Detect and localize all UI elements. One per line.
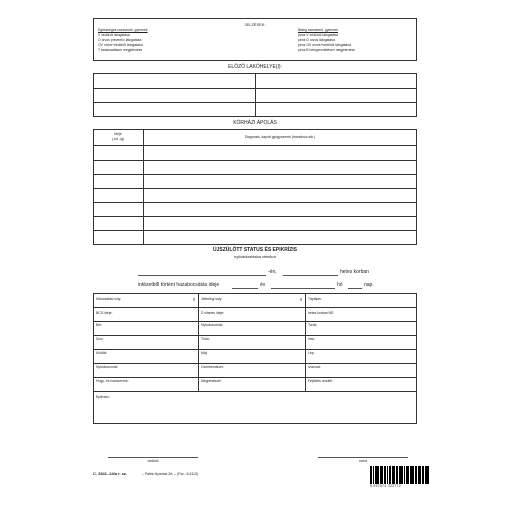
row-divider bbox=[93, 145, 417, 146]
signals-sick-item: piros B betegrendelésen megjelenése bbox=[298, 48, 355, 52]
lungs-label: Tüdő: bbox=[201, 337, 210, 341]
muscles-label: Izomzat: bbox=[308, 365, 321, 369]
spleen-label: Lép: bbox=[308, 351, 315, 355]
column-divider bbox=[255, 73, 256, 117]
abdomen-label: Has: bbox=[308, 337, 315, 341]
signals-sick-item: piros V védőnői látogatása bbox=[298, 33, 338, 37]
epicrisis-label: Epikrízis: bbox=[96, 395, 110, 399]
navel-label: Köldök: bbox=[96, 351, 108, 355]
doctor-signature-label: orvos bbox=[358, 459, 368, 463]
line1-week-label: hetes korban bbox=[340, 269, 369, 275]
birth-weight-unit: g bbox=[193, 297, 195, 301]
row-divider bbox=[93, 363, 417, 364]
newborn-title: ÚJSZÜLÖTT STATUS ÉS EPIKRÍZIS bbox=[213, 247, 297, 253]
row-divider bbox=[93, 160, 417, 161]
genitals-label: Hugy- és ivarszervek: bbox=[96, 379, 129, 383]
doctor-signature-line[interactable] bbox=[318, 457, 408, 458]
row-divider bbox=[93, 391, 417, 392]
week-age-label: hetes korban NE: bbox=[308, 311, 335, 315]
row-divider bbox=[93, 335, 417, 336]
line1-year-label: -én, bbox=[268, 269, 277, 275]
column-divider bbox=[305, 293, 306, 391]
column-divider bbox=[143, 129, 144, 245]
status-table bbox=[93, 293, 417, 424]
current-weight-unit: g bbox=[300, 297, 302, 301]
row-divider bbox=[93, 174, 417, 175]
week-blank[interactable] bbox=[283, 275, 338, 276]
discharge-month-label: hó bbox=[337, 282, 343, 288]
discharge-year-label: év bbox=[260, 282, 266, 288]
barcode-number: 5 997674 322772 bbox=[370, 484, 401, 488]
signals-sick-item: piros OV orvos+védőnői látogatása bbox=[298, 43, 351, 47]
form-code: C. 3341–24/a r. sz. bbox=[93, 471, 128, 476]
feeding-label: Táplálás: bbox=[308, 297, 322, 301]
vitamin-d-label: D vitamin ideje: bbox=[201, 311, 225, 315]
neck-label: Torok: bbox=[308, 323, 318, 327]
lymph-label: Nyirokcsomók: bbox=[201, 323, 224, 327]
signals-healthy-item: T tanácsadáson megjelenése bbox=[98, 48, 143, 52]
current-weight-label: Jelenlegi súly: bbox=[201, 297, 223, 301]
row-divider bbox=[93, 349, 417, 350]
signals-sick-title: Beteg csecsemő, gyermek bbox=[298, 28, 338, 32]
signals-healthy-item: V védőnői látogatása bbox=[98, 33, 130, 37]
row-divider bbox=[93, 230, 417, 231]
heart-label: Szív: bbox=[96, 337, 104, 341]
bcg-label: BCG ideje: bbox=[96, 311, 113, 315]
nurse-signature-line[interactable] bbox=[108, 457, 198, 458]
signals-healthy-item: O orvos preventív látogatása bbox=[98, 38, 142, 42]
signals-title: JELZÉSEK: bbox=[244, 22, 266, 27]
row-divider bbox=[93, 216, 417, 217]
hospital-col-diagnosis: Diagnosis, kapott gyógyszerek (transfusio stb.) bbox=[244, 135, 316, 139]
discharge-month-blank[interactable] bbox=[271, 288, 335, 289]
row-divider bbox=[93, 307, 417, 308]
hospital-col-time-sub: (-tól -ig) bbox=[112, 137, 124, 141]
row-divider bbox=[93, 202, 417, 203]
date-blank[interactable] bbox=[138, 275, 266, 276]
nervous-label: Idegrendszer: bbox=[201, 379, 222, 383]
publisher-info: – Pátria Nyomda Zrt. – (Fsz.: 5-6113) bbox=[142, 471, 198, 476]
lymph-nodes-label: Nyirokcsomók: bbox=[96, 365, 119, 369]
liver-label: Máj: bbox=[201, 351, 208, 355]
newborn-subtitle: nyilvántartásba vételkor bbox=[233, 254, 277, 259]
signals-sick-item: piros O orvos látogatása bbox=[298, 38, 335, 42]
row-divider bbox=[93, 188, 417, 189]
skeleton-label: Csontrendszer: bbox=[201, 365, 224, 369]
hospital-care-title: KÓRHÁZI ÁPOLÁS bbox=[233, 120, 277, 126]
birth-weight-label: Kibocsátási súly: bbox=[96, 297, 122, 301]
row-divider bbox=[93, 321, 417, 322]
discharge-year-blank[interactable] bbox=[232, 288, 258, 289]
discharge-day-blank[interactable] bbox=[348, 288, 362, 289]
signals-healthy-title: Egészséges csecsemő, gyermek bbox=[98, 28, 148, 32]
discharge-label: intézetből történt hazabocsátás ideje bbox=[138, 282, 220, 288]
signals-healthy-item: OV orvos+védőnői látogatása bbox=[98, 43, 143, 47]
skin-label: Bőr: bbox=[96, 323, 103, 327]
column-divider bbox=[198, 293, 199, 391]
row-divider bbox=[93, 377, 417, 378]
barcode bbox=[370, 466, 430, 484]
previous-residence-title: ELŐZŐ LAKÓHELYE(I): bbox=[228, 64, 282, 70]
nurse-signature-label: védőnő bbox=[147, 459, 159, 463]
hospital-care-table bbox=[93, 129, 417, 245]
discharge-day-label: nap. bbox=[364, 282, 374, 288]
development-label: Fejlődés rendell.: bbox=[308, 379, 334, 383]
hospital-col-time: Ideje bbox=[114, 132, 122, 136]
